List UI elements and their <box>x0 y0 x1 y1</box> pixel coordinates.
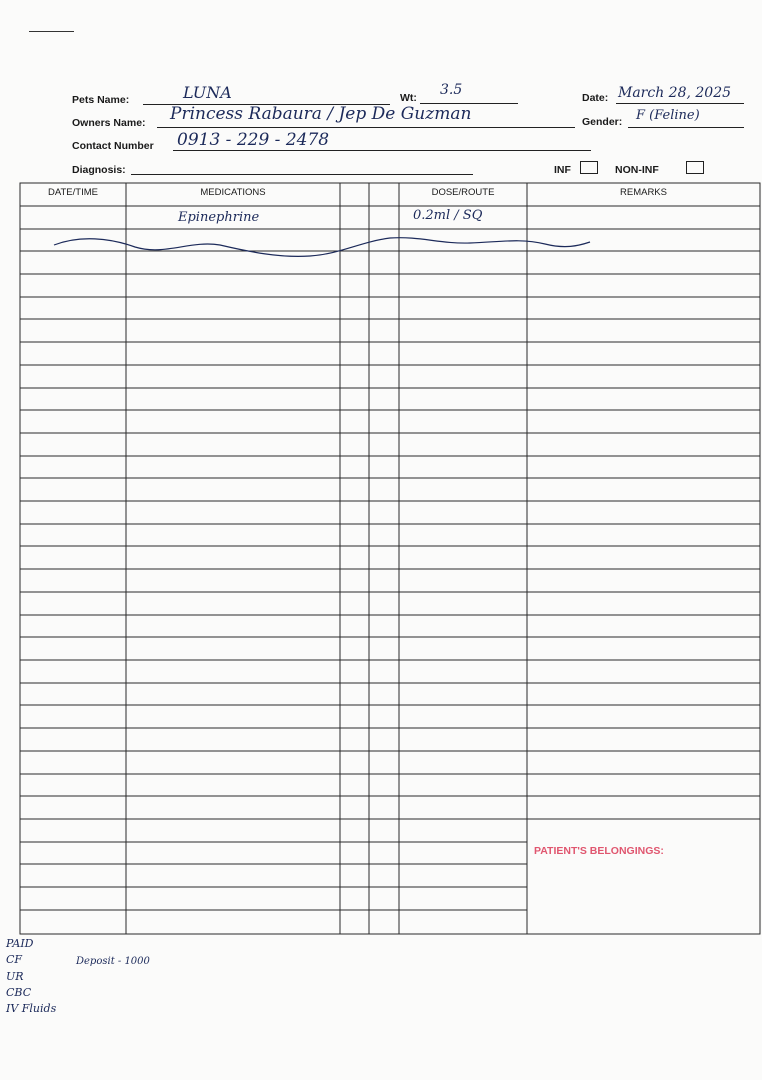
inf-label: INF <box>554 164 571 176</box>
note-iv-fluids: IV Fluids <box>6 1002 57 1015</box>
owners-name-label: Owners Name: <box>72 117 146 129</box>
header-remarks: REMARKS <box>620 187 667 198</box>
note-ur: UR <box>6 970 24 983</box>
pets-name-label: Pets Name: <box>72 94 130 106</box>
note-cbc: CBC <box>6 986 32 999</box>
header-dose-route: DOSE/ROUTE <box>431 187 495 198</box>
noninf-label: NON-INF <box>615 164 659 176</box>
dose-route-cell[interactable]: 0.2ml / SQ <box>413 208 483 223</box>
header-medications: MEDICATIONS <box>200 187 266 198</box>
date-value[interactable]: March 28, 2025 <box>618 85 732 101</box>
note-paid: PAID <box>6 937 34 950</box>
contact-label: Contact Number <box>72 140 154 152</box>
wt-value[interactable]: 3.5 <box>440 82 463 98</box>
medication-cell[interactable]: Epinephrine <box>178 210 260 225</box>
gender-label: Gender: <box>582 116 623 128</box>
contact-value[interactable]: 0913 - 229 - 2478 <box>177 130 330 150</box>
pets-name-value[interactable]: LUNA <box>183 83 232 102</box>
patients-belongings-label: PATIENT'S BELONGINGS: <box>534 845 664 857</box>
wavy-strike-line <box>54 238 590 257</box>
note-deposit: Deposit - 1000 <box>76 956 150 967</box>
date-label: Date: <box>582 92 609 104</box>
header-date-time: DATE/TIME <box>48 187 98 198</box>
diagnosis-label: Diagnosis: <box>72 164 126 176</box>
note-cf: CF <box>6 953 23 966</box>
owners-name-value[interactable]: Princess Rabaura / Jep De Guzman <box>170 104 472 124</box>
wt-label: Wt: <box>400 92 417 104</box>
gender-value[interactable]: F (Feline) <box>636 108 700 123</box>
